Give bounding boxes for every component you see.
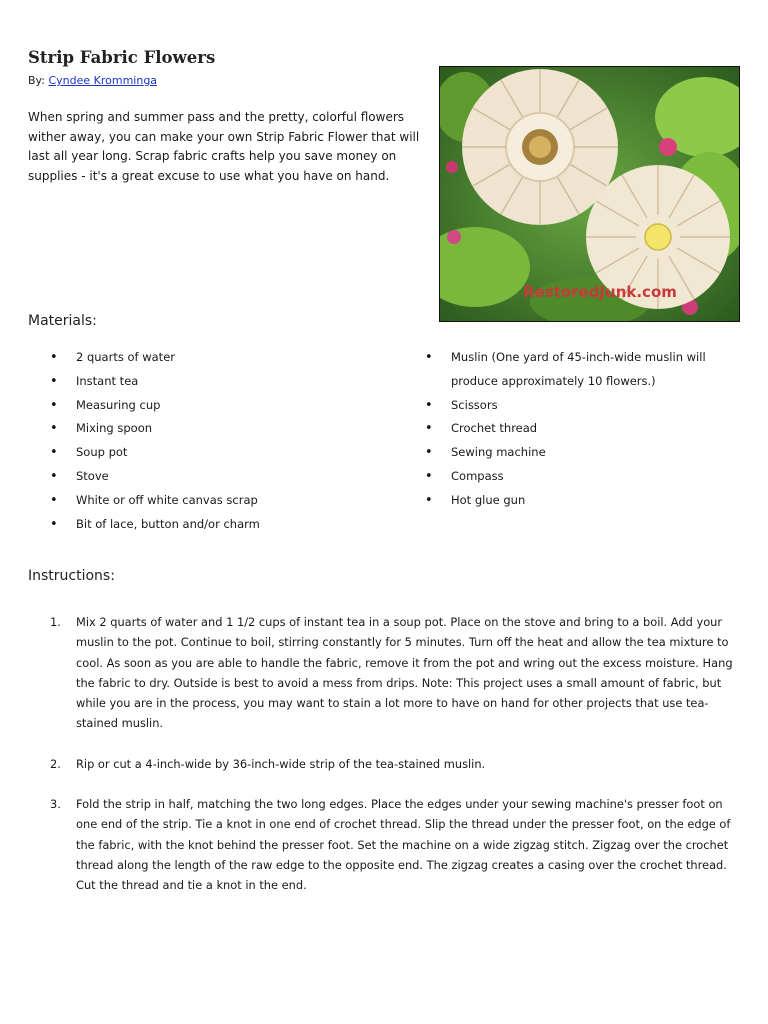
step-number: 3. xyxy=(50,797,61,812)
page-title: Strip Fabric Flowers xyxy=(28,48,216,67)
instruction-step xyxy=(50,794,746,895)
materials-list-right xyxy=(425,346,735,513)
list-item: • Bit of lace, button and/or charm xyxy=(50,513,410,537)
byline-prefix: By: xyxy=(28,74,49,87)
step-text: Fold the strip in half, matching the two long edges. Place the edges under your sewing machine's presser foot on one end of the strip. Tie a knot in one end of crochet thread. Slip the thread under the presser foot, on the edge of the fabric, with the knot behind the presser foot. Set the machine on a wide zigzag stitch. Zigzag over the crochet thread along the length of the raw edge to the opposite end. The zigzag creates a casing over the crochet thread. Cut the thread and tie a knot in the end. xyxy=(76,797,731,893)
list-item: • Sewing machine xyxy=(425,441,735,465)
instruction-step xyxy=(50,754,746,774)
intro-paragraph: When spring and summer pass and the pretty, colorful flowers wither away, you can make your own Strip Fabric Flower that will last all year long. Scrap fabric crafts help you save money on supplies - it's a great excuse to use what you have on hand. xyxy=(28,110,420,183)
instruction-step xyxy=(50,612,746,734)
materials-list-left xyxy=(50,346,410,536)
step-number: 1. xyxy=(50,615,61,629)
step-number: 2. xyxy=(50,756,61,771)
materials-heading: Materials: xyxy=(28,313,97,329)
list-item: • 2 quarts of water xyxy=(50,346,410,370)
list-item: • Compass xyxy=(425,465,735,489)
instructions-list xyxy=(50,612,746,916)
list-item: • White or off white canvas scrap xyxy=(50,489,410,513)
byline xyxy=(28,74,157,87)
list-item: • Measuring cup xyxy=(50,394,410,418)
list-item: • Muslin (One yard of 45-inch-wide muslin will produce approximately 10 flowers.) xyxy=(425,346,735,394)
list-item: • Soup pot xyxy=(50,441,410,465)
list-item: • Stove xyxy=(50,465,410,489)
list-item: • Scissors xyxy=(425,394,735,418)
step-text: Mix 2 quarts of water and 1 1/2 cups of instant tea in a soup pot. Place on the stove and bring to a boil. Add your muslin to the pot. Continue to boil, stirring constantly for 5 minutes. Turn off the heat and allow the tea mixture to cool. As soon as you are able to handle the fabric, remove it from the pot and wring out the excess moisture. Hang the fabric to dry. Outside is best to avoid a mess from drips. Note: This project uses a small amount of fabric, but while you are in the process, you may want to stain a lot more to have on hand for other projects that use tea-stained muslin. xyxy=(76,615,733,731)
flower-photo xyxy=(439,66,740,322)
instructions-heading: Instructions: xyxy=(28,568,115,584)
list-item: • Mixing spoon xyxy=(50,417,410,441)
list-item: • Instant tea xyxy=(50,370,410,394)
photo-watermark: RestoredJunk.com xyxy=(523,283,677,301)
list-item: • Crochet thread xyxy=(425,417,735,441)
author-link[interactable]: Cyndee Kromminga xyxy=(48,74,158,87)
list-item: • Hot glue gun xyxy=(425,489,735,513)
step-text: Rip or cut a 4-inch-wide by 36-inch-wide strip of the tea-stained muslin. xyxy=(76,756,486,771)
